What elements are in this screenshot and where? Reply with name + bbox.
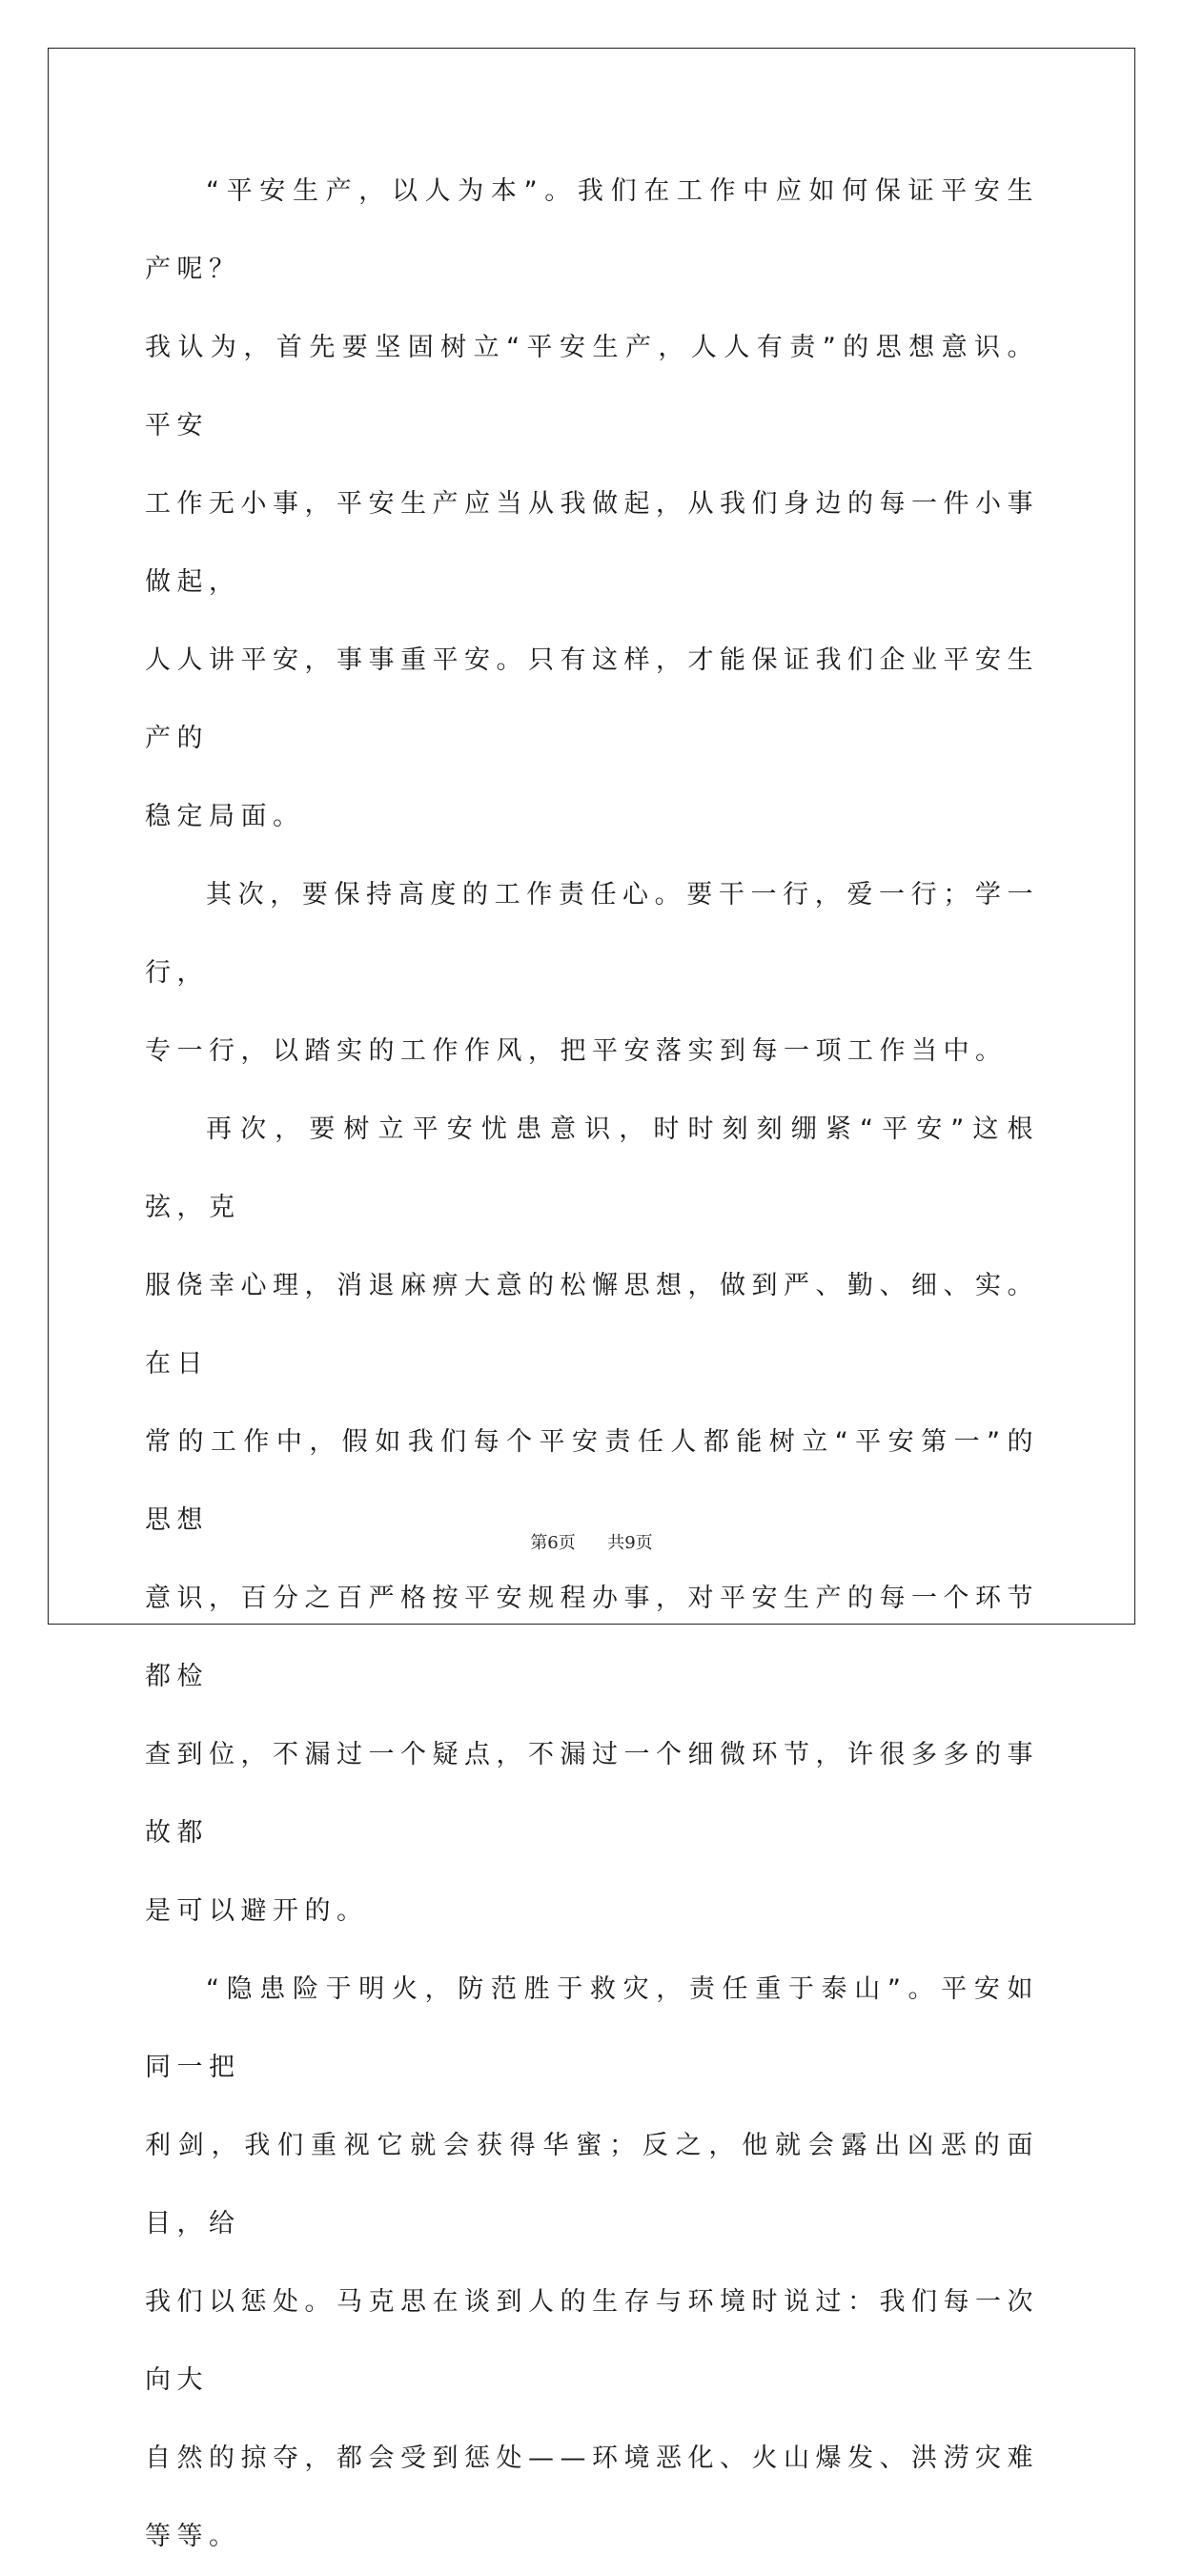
- text-line: 我认为，首先要坚固树立“平安生产，人人有责”的思想意识。平安: [145, 333, 1039, 440]
- text-line: 专一行，以踏实的工作作风，把平安落实到每一项工作当中。: [145, 1036, 1008, 1066]
- text-line: 利剑，我们重视它就会获得华蜜；反之，他就会露出凶恶的面目，给: [145, 2131, 1039, 2239]
- text-line: 我们以惩处。马克思在谈到人的生存与环境时说过：我们每一次向大: [145, 2287, 1039, 2395]
- text-line: 自然的掠夺，都会受到惩处——环境恶化、火山爆发、洪涝灾难等等。: [145, 2443, 1039, 2551]
- paragraph-1: [145, 153, 1039, 856]
- text-line: 常的工作中，假如我们每个平安责任人都能树立“平安第一”的思想: [145, 1427, 1039, 1535]
- page-footer: [0, 1529, 1183, 1554]
- text-line: 其次，要保持高度的工作责任心。要干一行，爱一行；学一行，: [145, 880, 1039, 988]
- text-line: 人人讲平安，事事重平安。只有这样，才能保证我们企业平安生产的: [145, 645, 1039, 753]
- total-page-count: 共9页: [607, 1533, 653, 1553]
- paragraph-4: [145, 1951, 1039, 2576]
- text-line: “平安生产，以人为本”。我们在工作中应如何保证平安生产呢？: [145, 176, 1039, 284]
- text-line: 服侥幸心理，消退麻痹大意的松懈思想，做到严、勤、细、实。在日: [145, 1271, 1039, 1379]
- text-line: 查到位，不漏过一个疑点，不漏过一个细微环节，许很多多的事故都: [145, 1740, 1039, 1848]
- current-page-number: 第6页: [530, 1533, 576, 1553]
- text-line: 是可以避开的。: [145, 1896, 369, 1926]
- document-body: [145, 153, 1039, 2576]
- text-line: 工作无小事，平安生产应当从我做起，从我们身边的每一件小事做起，: [145, 489, 1039, 597]
- paragraph-3: [145, 1091, 1039, 1951]
- paragraph-2: [145, 856, 1039, 1091]
- text-line: 稳定局面。: [145, 802, 305, 831]
- text-line: 再次，要树立平安忧患意识，时时刻刻绷紧“平安”这根弦，克: [145, 1114, 1039, 1222]
- text-line: 意识，百分之百严格按平安规程办事，对平安生产的每一个环节都检: [145, 1584, 1039, 1691]
- text-line: “隐患险于明火，防范胜于救灾，责任重于泰山”。平安如同一把: [145, 1974, 1039, 2082]
